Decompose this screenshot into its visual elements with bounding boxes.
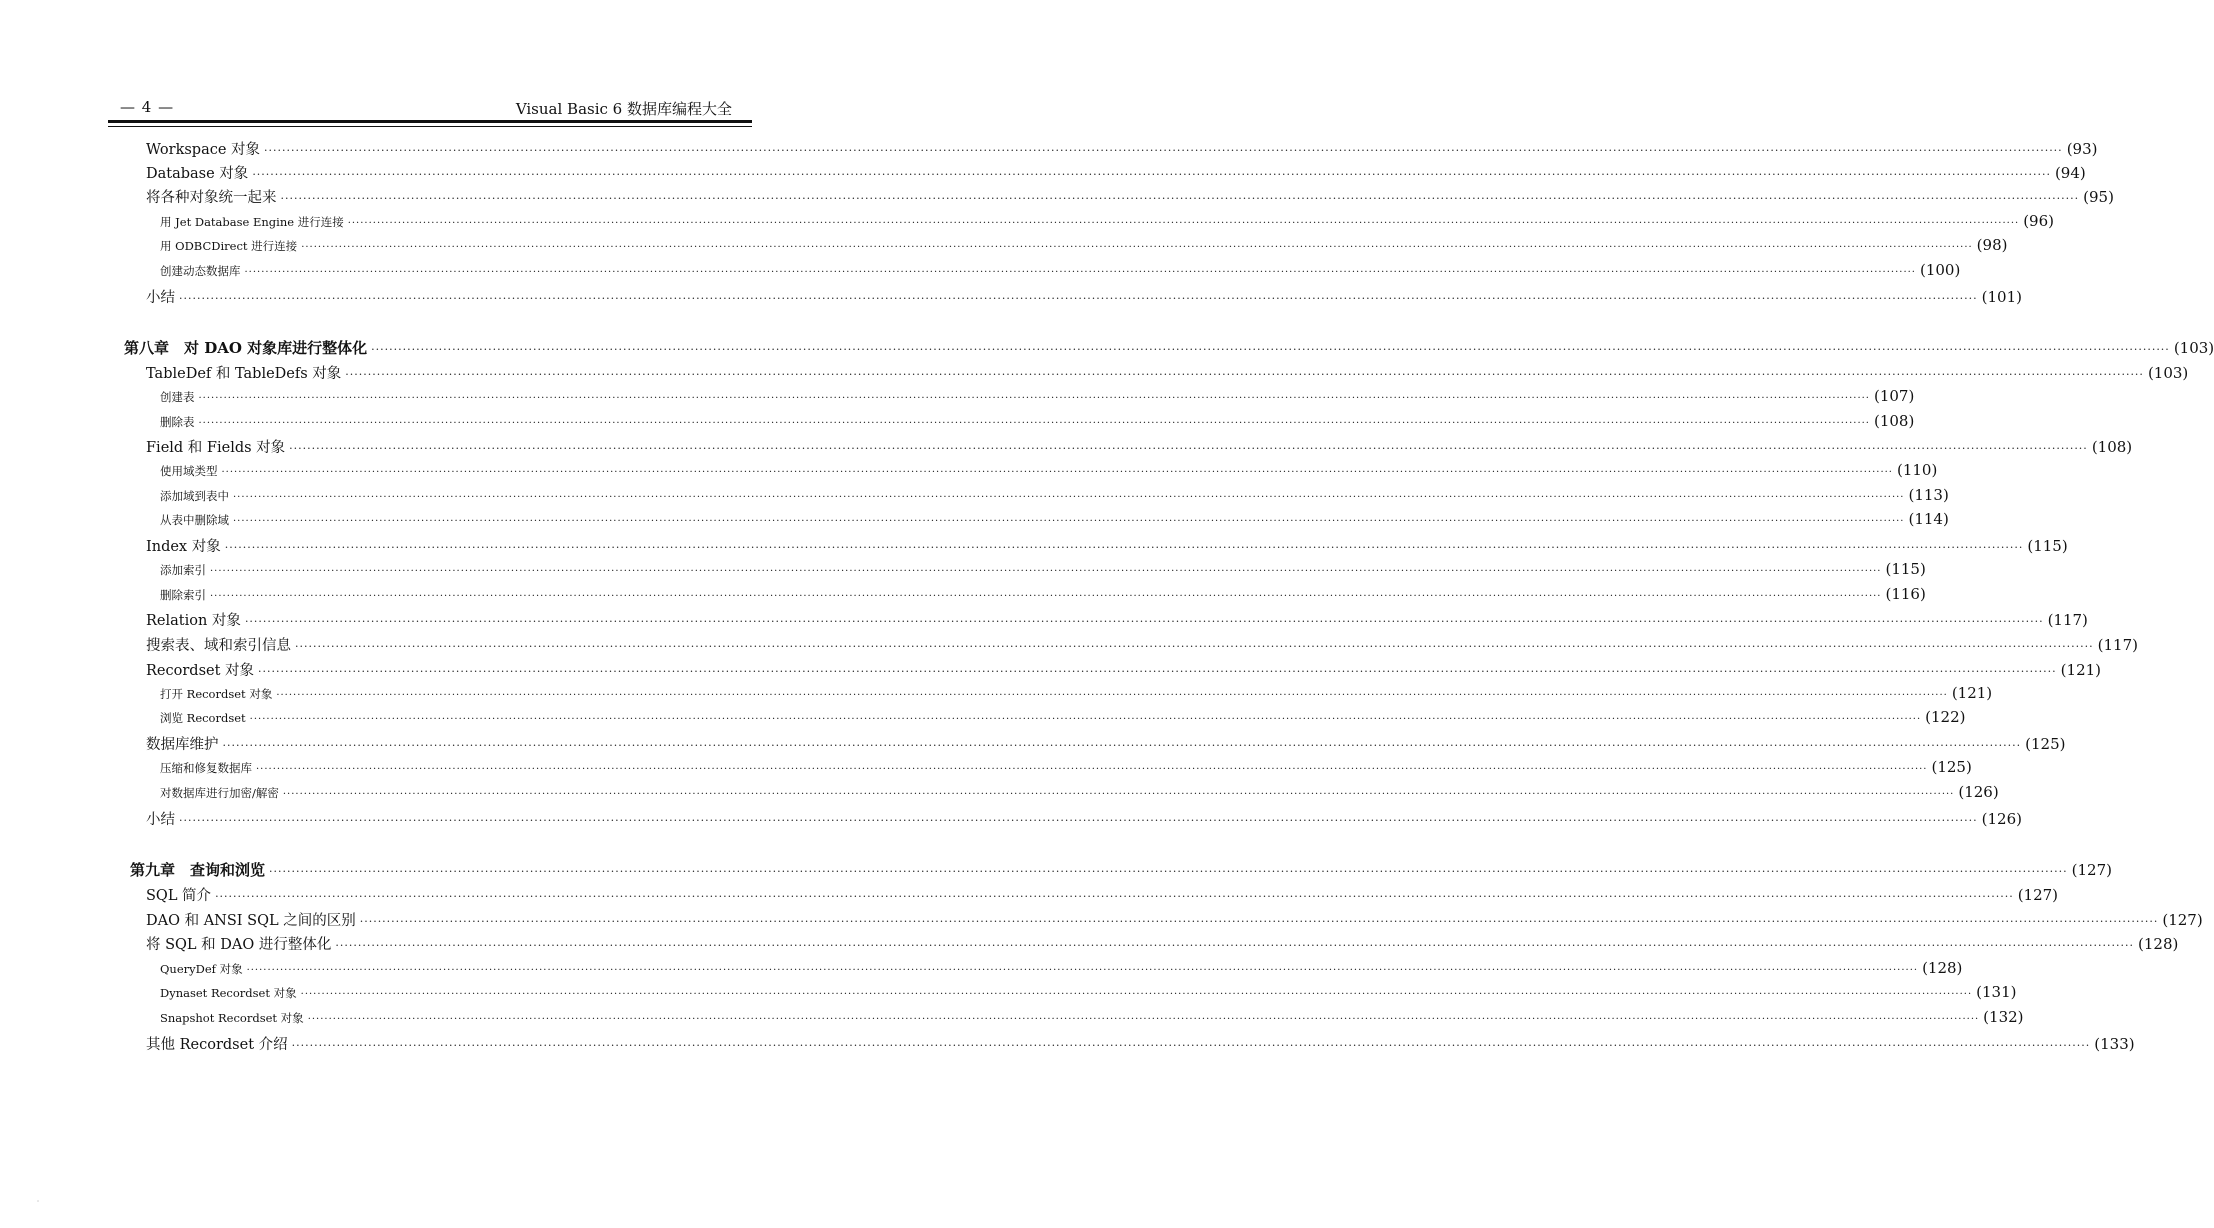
toc-entry-page: (116): [1885, 585, 1926, 603]
toc-entry: [160, 212, 2054, 230]
dot-leader: ················································································································································································································································································································································································································: [224, 541, 2024, 554]
running-title: Visual Basic 6 数据库编程大全: [515, 100, 732, 118]
toc-entry-page: (110): [1896, 461, 1938, 479]
toc-entry-title: Snapshot Recordset 对象: [160, 1011, 304, 1025]
toc-entry-page: (114): [1908, 510, 1949, 528]
dot-leader: ················································································································································································································································································································································································································: [300, 989, 1973, 1000]
dot-leader: ················································································································································································································································································································································································································: [215, 890, 2014, 903]
toc-entry-page: (95): [2083, 188, 2114, 206]
toc-entry-title: Workspace 对象: [146, 142, 261, 158]
toc-entry-page: (121): [1951, 684, 1993, 702]
toc-entry: [160, 983, 2017, 1001]
toc-entry-page: (93): [2066, 140, 2098, 158]
toc-entry: [146, 535, 2068, 556]
dot-leader: ················································································································································································································································································································································································································: [269, 865, 2068, 878]
toc-entry-title: 用 Jet Database Engine 进行连接: [160, 215, 344, 229]
toc-entry-page: (128): [2138, 935, 2179, 953]
toc-entry-page: (101): [1981, 288, 2022, 306]
toc-entry-page: (108): [1873, 412, 1915, 430]
dot-leader: ················································································································································································································································································································································································································: [295, 640, 2094, 653]
toc-entry-title: DAO 和 ANSI SQL 之间的区别: [146, 913, 356, 929]
toc-entry: [160, 1008, 2024, 1026]
toc-entry-title: 添加索引: [160, 563, 206, 577]
toc-entry-page: (121): [2060, 661, 2102, 679]
toc-entry: [160, 461, 1938, 479]
toc-entry: [146, 436, 2133, 457]
toc-entry-title: 第九章 查询和浏览: [130, 861, 266, 879]
toc-entry-title: 第八章 对 DAO 对象库进行整体化: [124, 339, 368, 357]
toc-entry: [146, 162, 2086, 183]
dot-leader: ················································································································································································································································································································································································································: [244, 615, 2044, 628]
toc-entry: [146, 286, 2022, 307]
toc-entry: [146, 933, 2179, 954]
toc-entry-page: (98): [1976, 236, 2008, 254]
dot-leader: ················································································································································································································································································································································································································: [249, 714, 1922, 725]
toc-entry-title: Field 和 Fields 对象: [146, 440, 286, 456]
dot-leader: ················································································································································································································································································································································································································: [280, 192, 2080, 205]
toc-entry-title: 删除索引: [160, 588, 206, 602]
toc-entry: [160, 486, 1949, 504]
toc-entry-page: (131): [1976, 983, 2017, 1001]
toc-entry-page: (100): [1919, 261, 1961, 279]
dot-leader: ················································································································································································································································································································································································································: [256, 764, 1928, 775]
toc-entry-title: 添加域到表中: [160, 489, 229, 503]
toc-entry-title: 其他 Recordset 介绍: [146, 1037, 288, 1053]
toc-entry: [146, 138, 2098, 159]
toc-entry: [160, 261, 1961, 279]
toc-entry: [146, 362, 2189, 383]
dot-leader: ················································································································································································································································································································································································································: [210, 566, 1882, 577]
toc-entry-title: Dynaset Recordset 对象: [160, 986, 297, 1000]
toc-entry-title: SQL 简介: [146, 888, 212, 904]
dot-leader: ················································································································································································································································································································································································································: [345, 368, 2144, 381]
toc-entry: [160, 959, 1963, 977]
toc-entry-page: (115): [1885, 560, 1926, 578]
toc-entry-title: TableDef 和 TableDefs 对象: [146, 366, 342, 382]
toc-entry-title: 使用域类型: [160, 464, 218, 478]
toc-entry: [146, 659, 2102, 680]
toc-chapter: [130, 859, 2112, 880]
dot-leader: ················································································································································································································································································································································································································: [244, 267, 1916, 278]
dot-leader: ················································································································································································································································································································································································································: [289, 442, 2088, 455]
toc-entry-title: 打开 Recordset 对象: [160, 687, 273, 701]
toc-entry-title: 创建动态数据库: [160, 264, 241, 278]
toc-entry: [146, 808, 2022, 829]
dot-leader: ················································································································································································································································································································································································································: [246, 965, 1919, 976]
toc-entry-title: 压缩和修复数据库: [160, 761, 252, 775]
toc-entry: [146, 186, 2114, 207]
toc-entry: [146, 1033, 2135, 1054]
toc-entry-page: (107): [1873, 387, 1915, 405]
toc-entry: [160, 560, 1926, 578]
toc-entry-title: 浏览 Recordset: [160, 711, 246, 725]
dot-leader: ················································································································································································································································································································································································································: [347, 218, 2020, 229]
toc-entry: [160, 708, 1966, 726]
toc-chapter: [124, 337, 2214, 358]
dot-leader: ················································································································································································································································································································································································································: [179, 814, 1978, 827]
dot-leader: ················································································································································································································································································································································································································: [307, 1014, 1980, 1025]
toc-entry-page: (122): [1925, 708, 1966, 726]
dot-leader: ················································································································································································································································································································································································································: [179, 292, 1978, 305]
toc-entry-page: (125): [2025, 735, 2066, 753]
dot-leader: ················································································································································································································································································································································································································: [291, 1039, 2091, 1052]
toc-entry-page: (96): [2023, 212, 2054, 230]
toc-entry-title: 用 ODBCDirect 进行连接: [160, 239, 298, 253]
toc-entry-title: 数据库维护: [146, 737, 219, 753]
dot-leader: ················································································································································································································································································································································································································: [264, 144, 2063, 157]
dot-leader: ················································································································································································································································································································································································································: [335, 939, 2135, 952]
dot-leader: ················································································································································································································································································································································································································: [258, 665, 2057, 678]
dot-leader: ················································································································································································································································································································································································································: [371, 343, 2170, 356]
toc-entry: [146, 909, 2203, 930]
toc-entry-page: (103): [2147, 364, 2189, 382]
toc-entry-page: (127): [2071, 861, 2112, 879]
toc-entry: [160, 412, 1915, 430]
toc-entry-page: (94): [2054, 164, 2086, 182]
dot-leader: ················································································································································································································································································································································································································: [252, 168, 2051, 181]
dot-leader: ················································································································································································································································································································································································································: [301, 242, 1973, 253]
toc-entry-title: 对数据库进行加密/解密: [160, 786, 279, 800]
dot-leader: ················································································································································································································································································································································································································: [282, 789, 1955, 800]
dot-leader: ················································································································································································································································································································································································································: [210, 591, 1882, 602]
dot-leader: ················································································································································································································································································································································································································: [222, 739, 2022, 752]
dot-leader: ················································································································································································································································································································································································································: [233, 516, 1905, 527]
toc-entry-page: (108): [2091, 438, 2133, 456]
toc-entry-title: QueryDef 对象: [160, 962, 243, 976]
toc-entry-title: Database 对象: [146, 166, 249, 182]
toc-entry-title: 删除表: [160, 415, 195, 429]
toc-entry-title: Recordset 对象: [146, 663, 255, 679]
toc-entry-title: 将 SQL 和 DAO 进行整体化: [146, 937, 332, 953]
header-rule-thick: [108, 120, 752, 123]
toc-entry-page: (126): [1981, 810, 2022, 828]
toc-entry-page: (117): [2047, 611, 2088, 629]
toc-entry-title: 创建表: [160, 390, 195, 404]
toc-entry-page: (127): [2017, 886, 2059, 904]
page-header: [110, 98, 750, 122]
page-number: — 4 —: [120, 98, 175, 116]
dot-leader: ················································································································································································································································································································································································································: [198, 393, 1870, 404]
toc-entry-title: Index 对象: [146, 539, 221, 555]
toc-entry-title: 小结: [146, 290, 175, 306]
toc-entry-page: (115): [2027, 537, 2068, 555]
toc-entry: [160, 387, 1915, 405]
header-rule-thin: [108, 126, 752, 127]
toc-entry-page: (133): [2094, 1035, 2135, 1053]
dot-leader: ················································································································································································································································································································································································································: [359, 915, 2159, 928]
toc-entry: [146, 884, 2059, 905]
toc-entry-page: (127): [2162, 911, 2203, 929]
toc-entry-page: (103): [2173, 339, 2214, 357]
toc-entry-title: 搜索表、域和索引信息: [146, 638, 291, 654]
toc-entry: [160, 236, 2008, 254]
toc-entry-page: (132): [1983, 1008, 2024, 1026]
toc-entry: [160, 510, 1949, 528]
toc-entry-page: (128): [1922, 959, 1963, 977]
dot-leader: ················································································································································································································································································································································································································: [198, 418, 1870, 429]
toc-entry: [160, 758, 1972, 776]
toc-entry-title: 从表中删除域: [160, 513, 229, 527]
toc-entry-page: (126): [1958, 783, 1999, 801]
toc-entry-page: (113): [1908, 486, 1949, 504]
dot-leader: ················································································································································································································································································································································································································: [233, 492, 1905, 503]
dot-leader: ················································································································································································································································································································································································································: [276, 690, 1948, 701]
scan-mark: ˙: [36, 1200, 40, 1209]
toc-entry-page: (117): [2097, 636, 2138, 654]
toc-entry-title: 将各种对象统一起来: [146, 190, 277, 206]
toc-entry: [160, 783, 1999, 801]
dot-leader: ················································································································································································································································································································································································································: [221, 467, 1893, 478]
toc-entry: [146, 733, 2066, 754]
toc-entry: [160, 684, 1993, 702]
toc-entry: [146, 609, 2088, 630]
toc-entry-page: (125): [1931, 758, 1972, 776]
toc-entry-title: Relation 对象: [146, 613, 241, 629]
toc-entry: [146, 634, 2138, 655]
toc-entry-title: 小结: [146, 812, 175, 828]
toc-entry: [160, 585, 1926, 603]
